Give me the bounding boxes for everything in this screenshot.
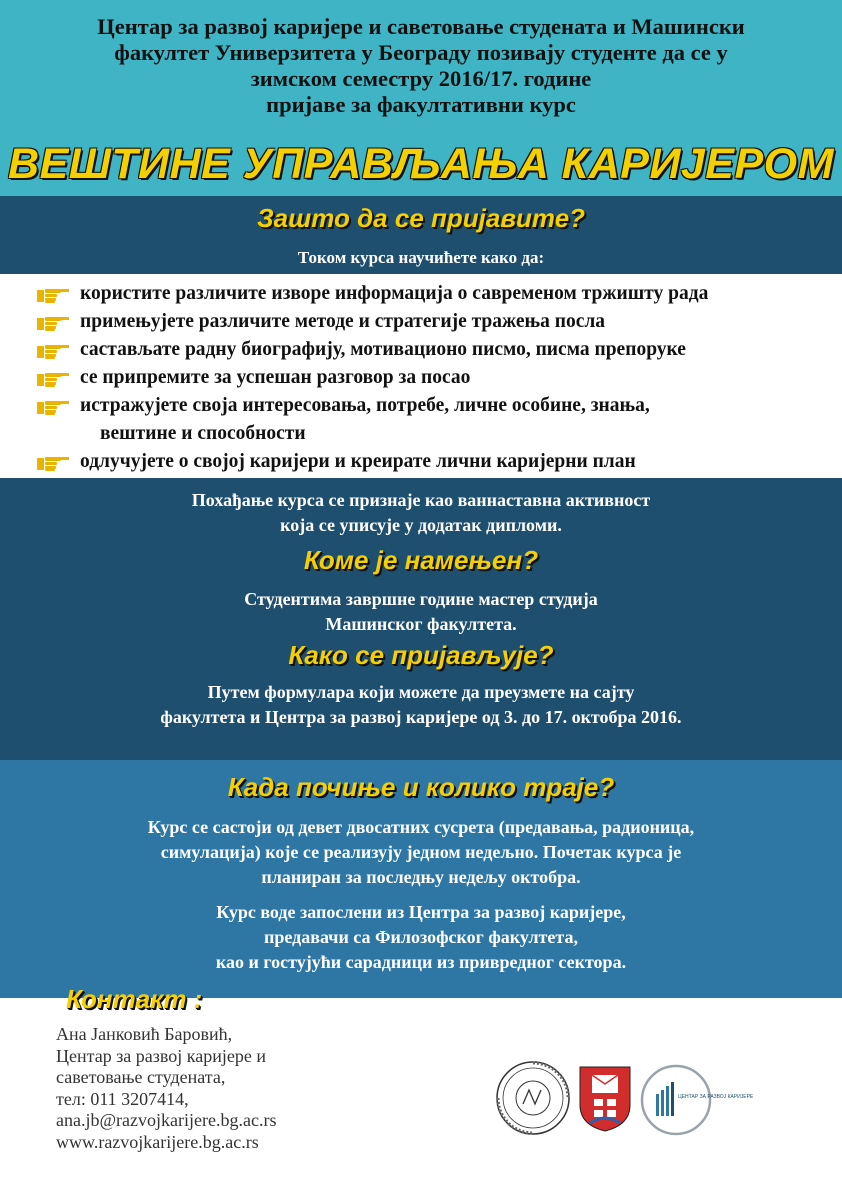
pointing-hand-icon <box>36 370 70 388</box>
contact-email[interactable]: ana.jb@razvojkarijere.bg.ac.rs <box>56 1110 277 1130</box>
pointing-hand-icon <box>36 398 70 416</box>
benefits-list <box>36 280 708 476</box>
pointing-hand-icon <box>36 342 70 360</box>
career-center-logo-icon <box>640 1064 754 1136</box>
university-crest-icon <box>578 1065 632 1133</box>
intro-line: факултет Универзитета у Београду позивају студенте да се у <box>114 40 728 65</box>
schedule-heading: Када почиње и колико траје? <box>227 772 615 802</box>
list-item <box>36 308 708 336</box>
recognition-line: која се уписује у додатак дипломи. <box>280 515 562 535</box>
apply-line: Путем формулара који можете да преузмете на сајту <box>207 682 635 702</box>
schedule-line: планиран за последњу недељу октобра. <box>261 867 581 887</box>
list-item-text: састављате радну биографију, мотивационо писмо, писма препоруке <box>80 339 686 360</box>
audience-line: Студентима завршне године мастер студија <box>244 589 598 609</box>
list-item-text: користите различите изворе информација о савременом тржишту рада <box>80 283 709 304</box>
contact-phone: тел: 011 3207414, <box>56 1088 189 1109</box>
pointing-hand-icon <box>36 314 70 332</box>
recognition-line: Похађање курса се признаје као ваннаставна активност <box>191 490 651 510</box>
audience-line: Машинског факултета. <box>325 614 517 634</box>
schedule-line: симулација) које се реализују једном недељно. Почетак курса је <box>160 842 682 862</box>
intro-line: зимском семестру 2016/17. године <box>250 66 592 91</box>
list-item <box>36 392 708 448</box>
apply-heading: Како се пријављује? <box>288 640 554 670</box>
list-item <box>36 364 708 392</box>
list-item-text: истражујете своја интересовања, потребе, личне особине, знања, <box>80 395 650 416</box>
pointing-hand-icon <box>36 286 70 304</box>
list-item-continuation: вештине и способности <box>100 423 306 444</box>
audience-heading: Коме је намењен? <box>303 545 539 575</box>
intro-text <box>0 14 842 118</box>
list-item <box>36 280 708 308</box>
faculty-seal-icon <box>495 1060 571 1136</box>
list-item-text: одлучујете о својој каријери и креирате лични каријерни план <box>80 451 636 472</box>
intro-line: пријаве за факултативни курс <box>266 92 576 117</box>
contact-website[interactable]: www.razvojkarijere.bg.ac.rs <box>56 1131 259 1152</box>
pointing-hand-icon <box>36 454 70 472</box>
list-item-text: се припремите за успешан разговор за посао <box>80 367 471 388</box>
contact-details <box>56 1024 276 1153</box>
why-subheading: Током курса научићете како да: <box>297 248 545 267</box>
lecturers-line: предавачи са Филозофског факултета, <box>264 927 578 947</box>
lecturers-line: као и гостујући сарадници из привредног сектора. <box>215 952 627 972</box>
career-center-label: ЦЕНТАР ЗА РАЗВОЈ КАРИЈЕРЕ <box>678 1094 754 1100</box>
list-item <box>36 336 708 364</box>
contact-org: Центар за развој каријере и <box>56 1045 266 1066</box>
course-title: ВЕШТИНЕ УПРАВЉАЊА КАРИЈЕРОМ <box>8 140 834 188</box>
schedule-line: Курс се састоји од девет двосатних сусрета (предавања, радионица, <box>147 817 695 837</box>
why-heading: Зашто да се пријавите? <box>256 203 586 233</box>
contact-org: саветовање студената, <box>56 1067 226 1087</box>
intro-line: Центар за развој каријере и саветовање студената и Машински <box>97 14 745 39</box>
apply-line: факултета и Центра за развој каријере од 3. до 17. октобра 2016. <box>160 707 682 727</box>
list-item-text: примењујете различите методе и стратегије тражења посла <box>80 311 606 332</box>
contact-name: Ана Јанковић Баровић, <box>56 1024 233 1044</box>
list-item <box>36 448 708 476</box>
lecturers-line: Курс воде запослени из Центра за развој каријере, <box>216 902 626 922</box>
contact-heading: Контакт : <box>66 984 203 1014</box>
